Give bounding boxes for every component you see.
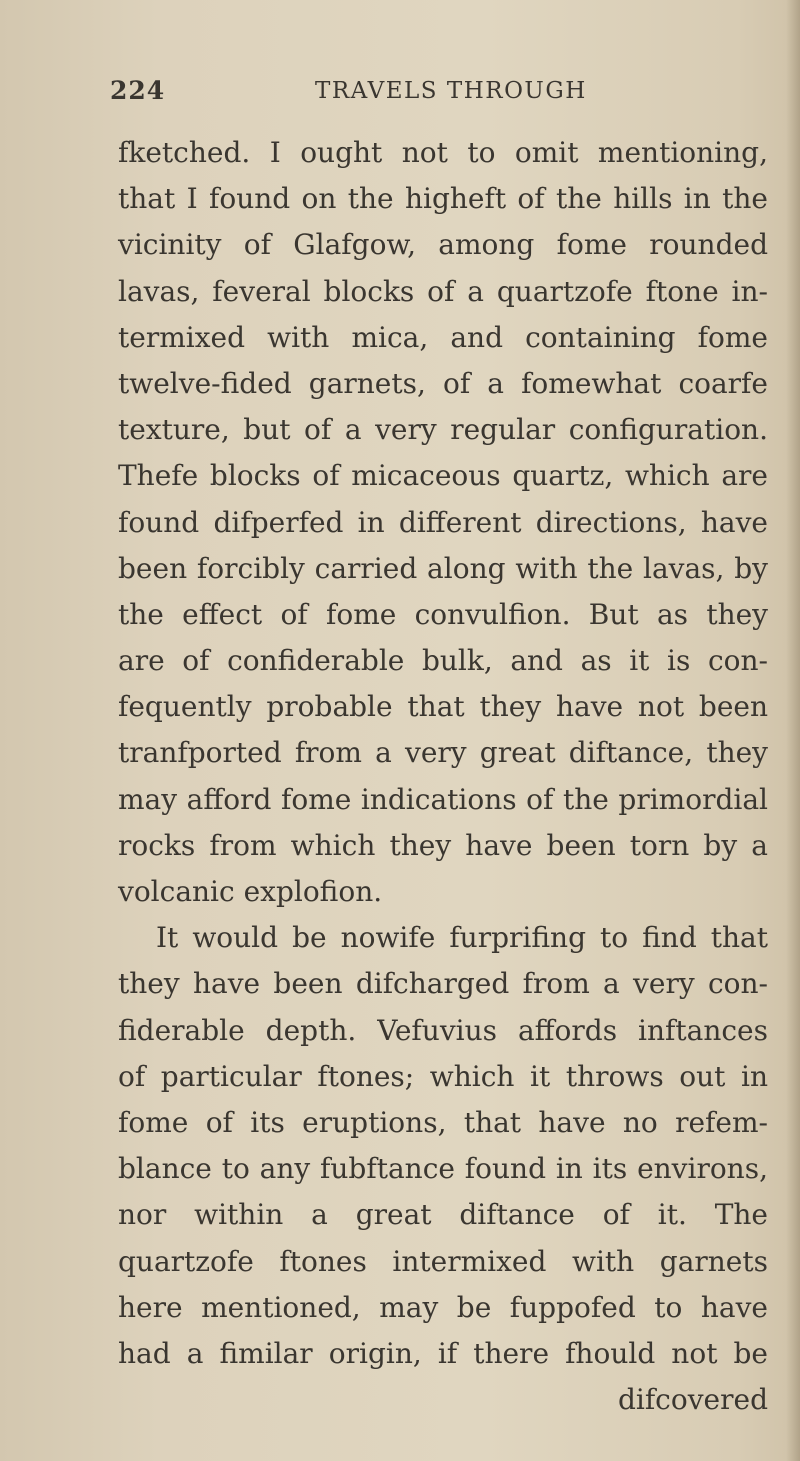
text-line: had a fimilar origin, if there fhould not be bbox=[118, 1336, 768, 1370]
catchword: difcovered bbox=[617, 1383, 768, 1417]
text-line: quartzofe ftones intermixed with garnets bbox=[118, 1244, 768, 1278]
body-text bbox=[118, 130, 768, 1423]
text-line: tranfported from a very great diftance, they bbox=[118, 736, 768, 770]
page-header bbox=[110, 76, 730, 116]
running-head: TRAVELS THROUGH bbox=[315, 78, 587, 104]
text-line: the effect of fome convulfion. But as they bbox=[118, 597, 768, 631]
page-edge-shadow bbox=[786, 0, 800, 1461]
text-line: twelve-fided garnets, of a fomewhat coarfe bbox=[118, 366, 768, 400]
page-number: 224 bbox=[110, 76, 166, 105]
text-line: nor within a great diftance of it. The bbox=[118, 1198, 768, 1232]
text-line: vicinity of Glafgow, among fome rounded bbox=[118, 228, 768, 262]
text-line: of particular ftones; which it throws out in bbox=[118, 1059, 768, 1093]
text-line: rocks from which they have been torn by a bbox=[118, 828, 768, 862]
text-line: fequently probable that they have not been bbox=[118, 690, 768, 724]
text-line: that I found on the higheft of the hills in the bbox=[118, 182, 768, 216]
text-line: found difperfed in different directions, have bbox=[118, 505, 768, 539]
text-line: texture, but of a very regular configuration. bbox=[118, 413, 768, 447]
text-line: blance to any fubftance found in its environs, bbox=[118, 1152, 768, 1186]
text-line: fiderable depth. Vefuvius affords inftances bbox=[118, 1013, 768, 1047]
text-line: fome of its eruptions, that have no refem- bbox=[118, 1105, 768, 1139]
paragraph-end-line: volcanic explofion. bbox=[118, 875, 383, 908]
text-line: lavas, feveral blocks of a quartzofe ftone in- bbox=[118, 274, 768, 308]
paragraph-start-line: It would be nowife furprifing to find that bbox=[156, 921, 768, 955]
text-line: may afford fome indications of the primordial bbox=[118, 782, 768, 816]
text-line: here mentioned, may be fuppofed to have bbox=[118, 1290, 768, 1324]
text-line: fketched. I ought not to omit mentioning, bbox=[118, 136, 768, 169]
text-line: Thefe blocks of micaceous quartz, which are bbox=[118, 459, 768, 493]
text-line: termixed with mica, and containing fome bbox=[118, 320, 768, 354]
text-line: they have been difcharged from a very con- bbox=[118, 967, 768, 1001]
text-line: are of confiderable bulk, and as it is con- bbox=[118, 644, 768, 678]
text-line: been forcibly carried along with the lavas, by bbox=[118, 551, 768, 585]
